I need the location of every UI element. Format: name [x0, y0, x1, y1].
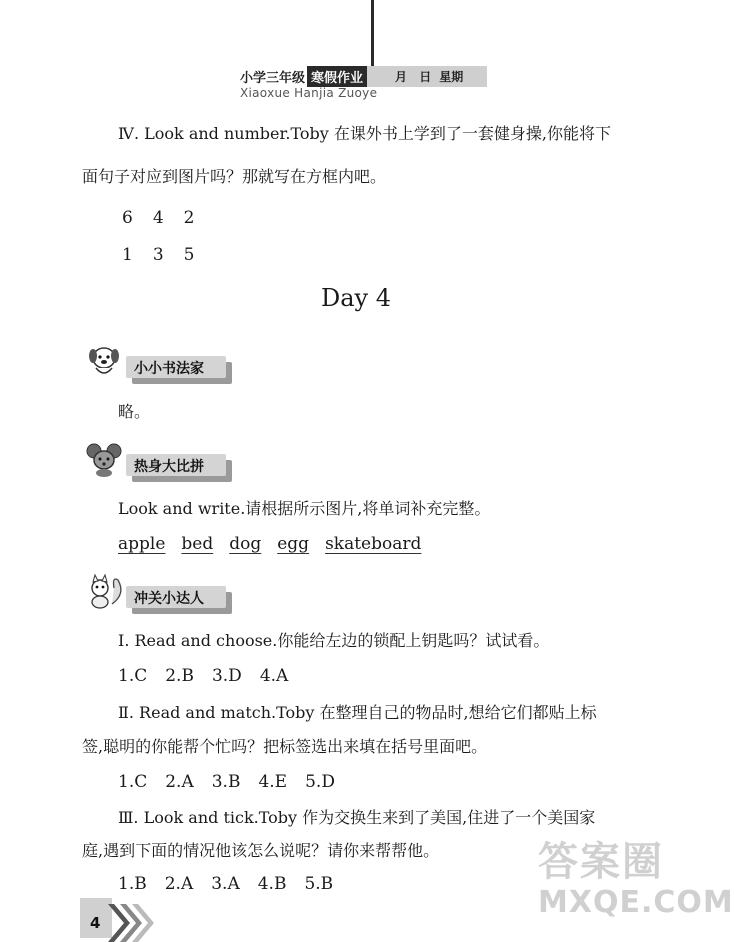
word-answer: skateboard	[325, 534, 422, 554]
challenge-q1-text: Ⅰ. Read and choose.你能给左边的锁配上钥匙吗？试试看。	[118, 631, 550, 650]
number-cell: 3	[152, 245, 164, 265]
number-cell: 4	[152, 208, 164, 228]
chevron-right-arrows-icon	[108, 904, 158, 942]
number-cell: 1	[122, 245, 133, 265]
calligraphy-answer: 略。	[118, 402, 151, 421]
answer-item: 3.A	[211, 874, 240, 894]
word-answer: apple	[118, 534, 166, 554]
word-answer: egg	[277, 534, 310, 554]
challenge-q2-line1: Ⅱ. Read and match.Toby 在整理自己的物品时,想给它们都贴上标	[118, 703, 597, 722]
answer-item: 2.A	[164, 874, 194, 894]
day-label: 日	[419, 70, 432, 84]
dog-mascot-icon	[82, 344, 126, 380]
section-label: 热身大比拼	[134, 459, 204, 475]
number-cell: 2	[183, 208, 195, 228]
answer-item: 3.B	[211, 772, 241, 792]
number-row-1	[122, 208, 194, 228]
answer-item: 5.D	[305, 772, 335, 792]
page-number: 4	[90, 914, 101, 932]
watermark	[538, 830, 734, 920]
word-list	[118, 534, 421, 554]
challenge-q3-line1: Ⅲ. Look and tick.Toby 作为交换生来到了美国,住进了一个美国家	[118, 808, 596, 827]
page-header	[240, 67, 487, 86]
header-grade: 小学三年级	[240, 71, 306, 86]
number-cell: 6	[122, 208, 133, 228]
day-title: Day 4	[320, 284, 391, 312]
number-cell: 5	[183, 245, 195, 265]
section-label: 小小书法家	[134, 361, 204, 377]
answer-item: 1.B	[118, 874, 147, 894]
section-iv-line2: 面句子对应到图片吗？那就写在方框内吧。	[82, 167, 387, 186]
watermark-logo: 答案圈	[538, 839, 664, 885]
header-pinyin: Xiaoxue Hanjia Zuoye	[240, 86, 378, 100]
section-label: 冲关小达人	[134, 591, 204, 607]
mouse-mascot-icon	[82, 442, 126, 478]
header-title: 寒假作业	[307, 66, 367, 87]
section-banner	[126, 586, 204, 610]
answer-item: 4.A	[259, 666, 289, 686]
header-divider	[371, 0, 374, 72]
warmup-instruction: Look and write.请根据所示图片,将单词补充完整。	[118, 499, 491, 518]
word-answer: dog	[229, 534, 262, 554]
section-iv-line1: Ⅳ. Look and number.Toby 在课外书上学到了一套健身操,你能将下	[118, 124, 611, 143]
q3-answer-row	[118, 874, 333, 894]
answer-item: 1.C	[118, 772, 148, 792]
word-answer: bed	[181, 534, 214, 554]
answer-item: 2.A	[165, 772, 194, 792]
weekday-label: 星期	[439, 70, 464, 84]
section-calligraphy-header	[82, 344, 204, 380]
section-challenge-header	[82, 574, 204, 610]
watermark-url: MXQE.COM	[538, 885, 734, 920]
month-label: 月	[395, 70, 408, 84]
number-row-2	[122, 245, 194, 265]
q1-answer-row	[118, 666, 288, 686]
section-banner	[126, 356, 204, 380]
header-date-fields	[367, 66, 487, 87]
squirrel-mascot-icon	[82, 574, 126, 610]
answer-item: 4.B	[257, 874, 287, 894]
q2-answer-row	[118, 772, 335, 792]
answer-item: 1.C	[118, 666, 148, 686]
challenge-q2-line2: 签,聪明的你能帮个忙吗？把标签选出来填在括号里面吧。	[82, 737, 488, 756]
section-banner	[126, 454, 204, 478]
challenge-q3-line2: 庭,遇到下面的情况他该怎么说呢？请你来帮帮他。	[82, 841, 440, 860]
answer-item: 2.B	[165, 666, 194, 686]
answer-item: 4.E	[258, 772, 288, 792]
answer-item: 5.B	[304, 874, 334, 894]
answer-item: 3.D	[211, 666, 242, 686]
section-warmup-header	[82, 442, 204, 478]
